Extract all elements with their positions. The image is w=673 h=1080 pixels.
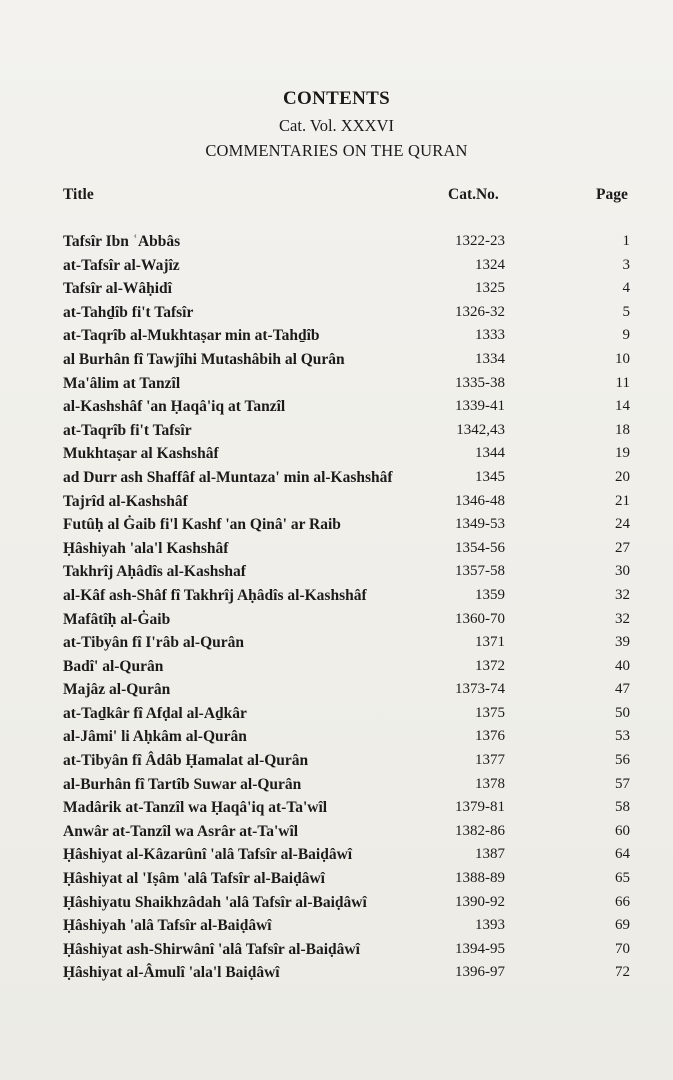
entry-page: 39	[615, 634, 630, 651]
entry-title: Ḥâshiyat ash-Shirwânî 'alâ Tafsîr al-Baiḍâwî	[63, 940, 360, 958]
entry-cat-no: 1342,43	[456, 421, 505, 438]
entry-page: 65	[615, 870, 630, 887]
list-item	[0, 398, 673, 422]
entry-page: 19	[615, 445, 630, 462]
entry-page: 11	[615, 374, 630, 391]
list-item	[0, 681, 673, 705]
entry-cat-no: 1379-81	[455, 799, 505, 816]
list-item	[0, 634, 673, 658]
entry-cat-no: 1376	[475, 728, 505, 745]
contents-list	[0, 233, 673, 988]
entry-cat-no: 1324	[475, 256, 505, 273]
list-item	[0, 540, 673, 564]
entry-page: 53	[615, 728, 630, 745]
entry-page: 5	[622, 303, 630, 320]
list-item	[0, 516, 673, 540]
list-item	[0, 917, 673, 941]
entry-cat-no: 1345	[475, 468, 505, 485]
entry-title: al-Kashshâf 'an Ḥaqâ'iq at Tanzîl	[63, 398, 286, 416]
list-item	[0, 493, 673, 517]
entry-title: Badî' al-Qurân	[63, 657, 164, 675]
entry-page: 18	[615, 421, 630, 438]
list-item	[0, 304, 673, 328]
entry-title: Ḥâshiyah 'alâ Tafsîr al-Baiḍâwî	[63, 917, 272, 935]
list-item	[0, 587, 673, 611]
entry-page: 30	[615, 563, 630, 580]
section-subtitle: COMMENTARIES ON THE QURAN	[205, 141, 468, 160]
entry-page: 10	[615, 350, 630, 367]
entry-title: al-Kâf ash-Shâf fî Takhrîj Aḥâdîs al-Kashshâf	[63, 586, 367, 604]
list-item	[0, 611, 673, 635]
column-header-title: Title	[63, 186, 94, 203]
entry-page: 56	[615, 752, 630, 769]
entry-cat-no: 1333	[475, 327, 505, 344]
entry-page: 32	[615, 586, 630, 603]
entry-title: Madârik at-Tanzîl wa Ḥaqâ'iq at-Ta'wîl	[63, 799, 328, 817]
entry-page: 40	[615, 657, 630, 674]
list-item	[0, 563, 673, 587]
entry-title: at-Tahḏîb fi't Tafsîr	[63, 303, 194, 321]
entry-title: Tajrîd al-Kashshâf	[63, 492, 188, 510]
list-item	[0, 846, 673, 870]
entry-cat-no: 1359	[475, 586, 505, 603]
entry-page: 57	[615, 775, 630, 792]
entry-title: Takhrîj Aḥâdîs al-Kashshaf	[63, 563, 246, 581]
list-item	[0, 752, 673, 776]
entry-cat-no: 1393	[475, 917, 505, 934]
entry-title: Ḥâshiyat al-Kâzarûnî 'alâ Tafsîr al-Baiḍâwî	[63, 846, 353, 864]
entry-cat-no: 1375	[475, 704, 505, 721]
entry-cat-no: 1373-74	[455, 681, 505, 698]
entry-page: 9	[622, 327, 630, 344]
entry-cat-no: 1326-32	[455, 303, 505, 320]
column-header-page: Page	[596, 186, 628, 203]
entry-page: 21	[615, 492, 630, 509]
entry-page: 4	[622, 280, 630, 297]
list-item	[0, 894, 673, 918]
entry-title: Futûḥ al Ġaib fi'l Kashf 'an Qinâ' ar Raib	[63, 516, 341, 534]
entry-cat-no: 1344	[475, 445, 505, 462]
entry-cat-no: 1325	[475, 280, 505, 297]
entry-title: Ma'âlim at Tanzîl	[63, 374, 181, 392]
entry-cat-no: 1396-97	[455, 964, 505, 981]
list-item	[0, 705, 673, 729]
entry-cat-no: 1346-48	[455, 492, 505, 509]
entry-title: Tafsîr al-Wâḥidî	[63, 280, 172, 298]
entry-title: Tafsîr Ibn ʿAbbâs	[63, 233, 181, 250]
entry-cat-no: 1377	[475, 752, 505, 769]
catalogue-volume: Cat. Vol. XXXVI	[279, 116, 394, 135]
list-item	[0, 327, 673, 351]
list-item	[0, 870, 673, 894]
entry-cat-no: 1378	[475, 775, 505, 792]
entry-page: 64	[615, 846, 630, 863]
list-item	[0, 375, 673, 399]
entry-page: 50	[615, 704, 630, 721]
entry-cat-no: 1334	[475, 350, 505, 367]
entry-page: 27	[615, 539, 630, 556]
entry-page: 66	[615, 893, 630, 910]
entry-page: 24	[615, 516, 630, 533]
entry-cat-no: 1360-70	[455, 610, 505, 627]
entry-title: Ḥâshiyat al 'Iṣâm 'alâ Tafsîr al-Baiḍâwî	[63, 870, 325, 888]
entry-page: 60	[615, 822, 630, 839]
list-item	[0, 351, 673, 375]
list-item	[0, 422, 673, 446]
entry-page: 3	[622, 256, 630, 273]
entry-page: 20	[615, 468, 630, 485]
list-item	[0, 280, 673, 304]
entry-title: at-Taḏkâr fî Afḍal al-Aḏkâr	[63, 704, 247, 722]
list-item	[0, 728, 673, 752]
entry-cat-no: 1390-92	[455, 893, 505, 910]
list-item	[0, 964, 673, 988]
entry-title: Majâz al-Qurân	[63, 681, 171, 699]
list-item	[0, 257, 673, 281]
entry-cat-no: 1394-95	[455, 940, 505, 957]
list-item	[0, 445, 673, 469]
list-item	[0, 469, 673, 493]
list-item	[0, 799, 673, 823]
entry-page: 72	[615, 964, 630, 981]
entry-page: 70	[615, 940, 630, 957]
list-item	[0, 776, 673, 800]
list-item	[0, 658, 673, 682]
entry-title: Ḥâshiyat al-Âmulî 'ala'l Baiḍâwî	[63, 964, 280, 982]
entry-title: Mafâtîḥ al-Ġaib	[63, 610, 171, 628]
list-item	[0, 823, 673, 847]
entry-title: at-Tibyân fî Âdâb Ḥamalat al-Qurân	[63, 752, 309, 770]
entry-title: ad Durr ash Shaffâf al-Muntaza' min al-Kashshâf	[63, 468, 393, 486]
entry-cat-no: 1357-58	[455, 563, 505, 580]
entry-cat-no: 1382-86	[455, 822, 505, 839]
entry-cat-no: 1388-89	[455, 870, 505, 887]
entry-cat-no: 1371	[475, 634, 505, 651]
entry-page: 14	[615, 398, 630, 415]
entry-page: 47	[615, 681, 630, 698]
entry-title: at-Taqrîb al-Mukhtaṣar min at-Tahḏîb	[63, 327, 320, 345]
entry-title: al-Jâmi' li Aḥkâm al-Qurân	[63, 728, 247, 746]
entry-cat-no: 1335-38	[455, 374, 505, 391]
column-header-cat-no: Cat.No.	[448, 186, 499, 203]
entry-page: 58	[615, 799, 630, 816]
entry-cat-no: 1354-56	[455, 539, 505, 556]
entry-cat-no: 1339-41	[455, 398, 505, 415]
list-item	[0, 233, 673, 257]
list-item	[0, 941, 673, 965]
entry-cat-no: 1372	[475, 657, 505, 674]
entry-title: Ḥâshiyatu Shaikhzâdah 'alâ Tafsîr al-Baiḍâwî	[63, 893, 367, 911]
entry-cat-no: 1387	[475, 846, 505, 863]
entry-cat-no: 1349-53	[455, 516, 505, 533]
entry-title: at-Taqrîb fi't Tafsîr	[63, 421, 192, 439]
entry-title: at-Tibyân fî I'râb al-Qurân	[63, 634, 245, 652]
entry-title: Anwâr at-Tanzîl wa Asrâr at-Ta'wîl	[63, 822, 299, 840]
entry-page: 69	[615, 917, 630, 934]
entry-page: 32	[615, 610, 630, 627]
entry-title: al Burhân fî Tawjîhi Mutashâbih al Qurân	[63, 350, 345, 368]
entry-title: Ḥâshiyah 'ala'l Kashshâf	[63, 539, 229, 557]
entry-title: at-Tafsîr al-Wajîz	[63, 256, 180, 274]
page-title: CONTENTS	[283, 88, 390, 109]
entry-page: 1	[622, 233, 630, 249]
entry-title: Mukhtaṣar al Kashshâf	[63, 445, 219, 463]
entry-title: al-Burhân fî Tartîb Suwar al-Qurân	[63, 775, 302, 793]
entry-cat-no: 1322-23	[455, 233, 505, 249]
